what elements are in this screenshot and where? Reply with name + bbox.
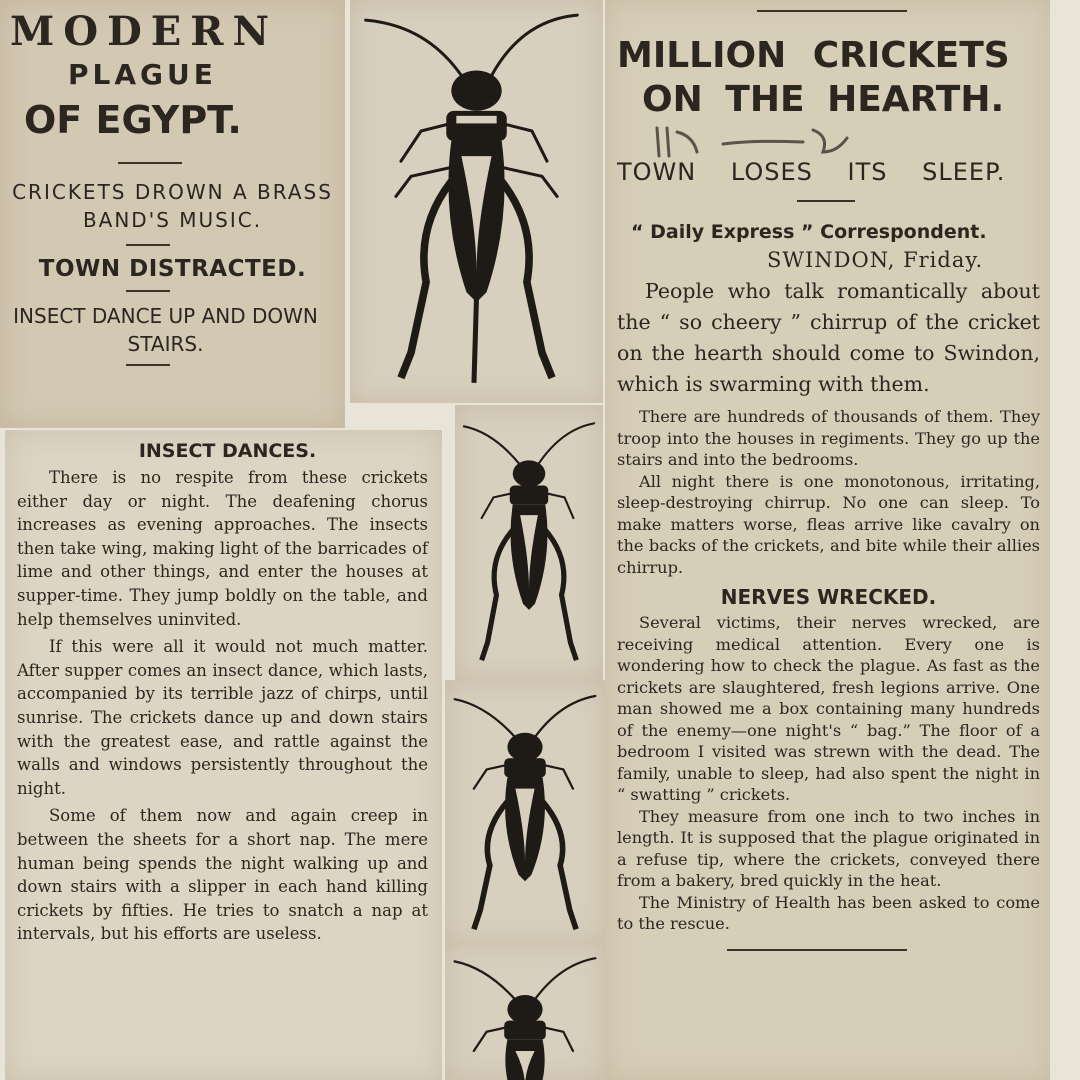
paragraph: They measure from one inch to two inches in length. It is supposed that the plague originated in a refuse tip, where the crickets, conveyed there from a bakery, bred quickly in the heat. [617,806,1040,890]
cricket-illustration [445,680,605,942]
paragraph: There is no respite from these crickets either day or night. The deafening chorus increases as evening approaches. The insects then take wing, making light of the barricades of lime and other things, and enter the houses at supper-time. They jump boldly on the table, and help themselves uninvited. [17,468,428,629]
paragraph: The Ministry of Health has been asked to come to the rescue. [617,892,1040,933]
divider [126,290,170,292]
divider [757,10,907,12]
cricket-icon [445,942,605,1080]
handwritten-ink-mark [653,122,853,162]
divider [797,200,855,202]
deck-crickets-drown: CRICKETS DROWN A BRASS BAND'S MUSIC. [12,180,333,232]
lead-paragraph: People who talk romantically about the “ so cheery ” chirrup of the cricket on the hearth should come to Swindon, which is swarming with them. [617,279,1040,396]
subhead-insect-dances: INSECT DANCES. [138,440,317,462]
divider [727,949,907,951]
headline-million-crickets: MILLION CRICKETS [617,35,1010,76]
subhead-nerves-wrecked: NERVES WRECKED. [720,585,937,609]
deck-insect-dance: INSECT DANCE UP AND DOWN STAIRS. [13,304,318,356]
headline-of-egypt: OF EGYPT. [24,98,242,142]
paragraph: Several victims, their nerves wrecked, are receiving medical attention. Every one is wondering how to check the plague. As fast as the crickets are slaughtered, fresh legions arrive. One man showed me a box containing many hundreds of the enemy—one night's “ bag.” The floor of a bedroom I visited was strewn with the dead. The family, unable to sleep, had also spent the night in “ swatting ” crickets. [617,613,1040,804]
deck-town-loses-sleep: TOWN LOSES ITS SLEEP. [617,158,1006,186]
dateline: SWINDON, Friday. [767,248,984,272]
divider [126,364,170,366]
byline: “ Daily Express ” Correspondent. [631,221,987,243]
cricket-illustration-partial [445,942,605,1080]
paragraph: Some of them now and again creep in between the sheets for a short nap. The mere human being spends the night walking up and down stairs with a slipper in each hand killing crickets by fifties. He tries to snatch a nap at intervals, but his efforts are useless. [17,806,428,944]
paragraph: There are hundreds of thousands of them. They troop into the houses in regiments. They go up the stairs and into the bedrooms. [617,407,1040,469]
paragraph: If this were all it would not much matter. After supper comes an insect dance, which lasts, accompanied by its terrible jazz of chirps, until sunrise. The crickets dance up and down stairs with the greatest ease, and rattle against the walls and windows persistently throughout the night. [17,637,428,798]
left-headline-clipping [0,0,345,428]
deck-town-distracted: TOWN DISTRACTED. [38,256,307,282]
cricket-illustration [455,405,603,680]
paragraph: All night there is one monotonous, irritating, sleep-destroying chirrup. No one can sleep. To make matters worse, fleas arrive like cavalry on the backs of the crickets, and bite while their allies chirrup. [617,471,1040,577]
divider [126,244,170,246]
headline-modern: MODERN [10,8,279,55]
right-article-clipping [605,0,1050,1080]
cricket-icon [455,405,603,680]
headline-on-the-hearth: ON THE HEARTH. [642,79,1005,120]
cricket-icon [350,0,603,403]
headline-plague: PLAGUE [68,58,217,91]
divider [118,162,182,164]
left-body-clipping [5,430,442,1080]
cricket-icon [445,680,605,942]
cricket-illustration-large [350,0,603,403]
